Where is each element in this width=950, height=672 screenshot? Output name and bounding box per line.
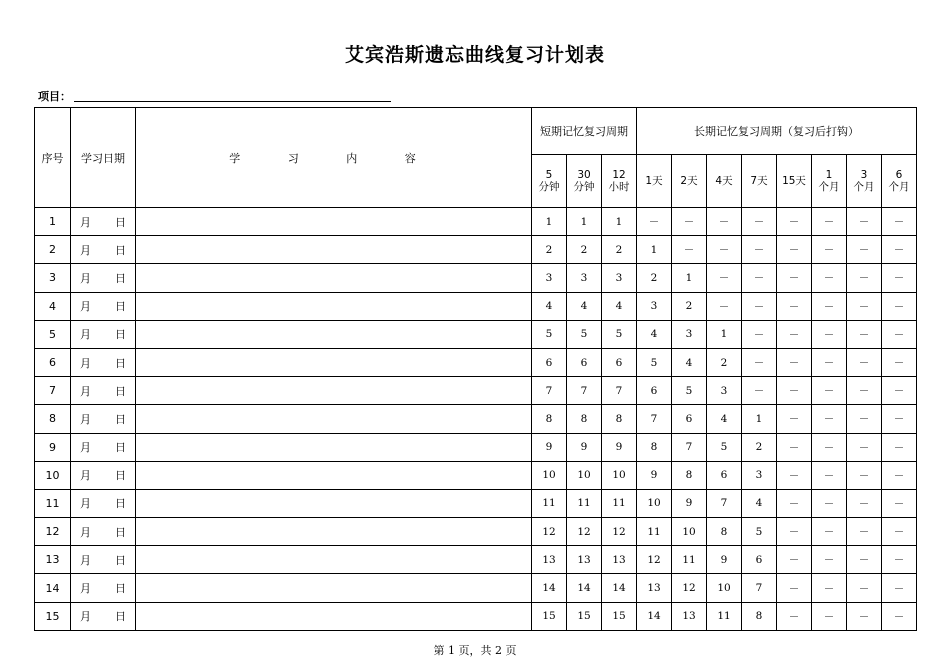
review-cell[interactable]: 10: [637, 489, 672, 517]
review-cell[interactable]: 15: [602, 602, 637, 630]
review-cell[interactable]: 8: [567, 405, 602, 433]
review-cell[interactable]: 4: [672, 348, 707, 376]
review-cell[interactable]: 12: [567, 518, 602, 546]
review-cell[interactable]: 7: [602, 377, 637, 405]
review-cell[interactable]: －: [812, 320, 847, 348]
row-index: 1: [35, 208, 71, 236]
review-cell[interactable]: －: [707, 292, 742, 320]
month-label: 月: [80, 525, 91, 539]
interval-unit: 分钟: [538, 181, 560, 193]
header-interval: [812, 155, 847, 208]
table-body: [35, 208, 917, 631]
review-cell[interactable]: －: [882, 264, 917, 292]
review-cell[interactable]: －: [672, 236, 707, 264]
review-cell[interactable]: 5: [707, 433, 742, 461]
review-cell[interactable]: 12: [532, 518, 567, 546]
review-cell[interactable]: －: [777, 208, 812, 236]
header-content: 学 习 内 容: [136, 108, 532, 208]
review-cell[interactable]: 8: [637, 433, 672, 461]
review-cell[interactable]: 9: [567, 433, 602, 461]
review-cell[interactable]: 4: [707, 405, 742, 433]
month-label: 月: [80, 356, 91, 370]
month-label: 月: [80, 469, 91, 483]
review-cell[interactable]: －: [882, 574, 917, 602]
table-row: [35, 377, 917, 405]
row-index: 14: [35, 574, 71, 602]
review-cell[interactable]: －: [847, 405, 882, 433]
date-cell[interactable]: [71, 405, 136, 433]
review-cell[interactable]: 1: [637, 236, 672, 264]
day-label: 日: [115, 300, 126, 314]
table-row: [35, 518, 917, 546]
review-cell[interactable]: －: [812, 602, 847, 630]
header-interval: [847, 155, 882, 208]
review-cell[interactable]: 5: [532, 320, 567, 348]
project-label: 项目：: [38, 90, 71, 103]
content-cell[interactable]: [136, 574, 532, 602]
review-cell[interactable]: －: [777, 264, 812, 292]
review-cell[interactable]: 11: [567, 489, 602, 517]
date-cell[interactable]: [71, 602, 136, 630]
content-cell[interactable]: [136, 348, 532, 376]
review-cell[interactable]: 12: [602, 518, 637, 546]
header-interval: [567, 155, 602, 208]
review-cell[interactable]: 11: [532, 489, 567, 517]
review-cell[interactable]: 3: [742, 461, 777, 489]
review-cell[interactable]: 13: [637, 574, 672, 602]
interval-number: 6: [895, 169, 903, 181]
review-cell[interactable]: －: [812, 377, 847, 405]
review-cell[interactable]: －: [777, 292, 812, 320]
review-cell[interactable]: 5: [567, 320, 602, 348]
content-cell[interactable]: [136, 461, 532, 489]
date-cell[interactable]: [71, 546, 136, 574]
review-cell[interactable]: －: [812, 236, 847, 264]
review-cell[interactable]: －: [742, 377, 777, 405]
date-cell[interactable]: [71, 377, 136, 405]
date-cell[interactable]: [71, 236, 136, 264]
review-cell[interactable]: －: [882, 405, 917, 433]
interval-unit: 分钟: [573, 181, 595, 193]
review-cell[interactable]: －: [812, 264, 847, 292]
review-cell[interactable]: －: [847, 292, 882, 320]
review-cell[interactable]: 15: [567, 602, 602, 630]
review-cell[interactable]: 2: [742, 433, 777, 461]
content-cell[interactable]: [136, 377, 532, 405]
date-cell[interactable]: [71, 320, 136, 348]
review-cell[interactable]: 7: [567, 377, 602, 405]
review-cell[interactable]: －: [882, 461, 917, 489]
content-cell[interactable]: [136, 489, 532, 517]
review-cell[interactable]: 12: [637, 546, 672, 574]
review-cell[interactable]: －: [637, 208, 672, 236]
review-cell[interactable]: 7: [672, 433, 707, 461]
row-index: 8: [35, 405, 71, 433]
review-cell[interactable]: －: [777, 320, 812, 348]
header-interval: [532, 155, 567, 208]
interval-number: 3: [860, 169, 868, 181]
review-cell[interactable]: －: [882, 433, 917, 461]
review-cell[interactable]: 11: [637, 518, 672, 546]
review-cell[interactable]: －: [707, 236, 742, 264]
header-interval: [882, 155, 917, 208]
interval-unit: 个月: [888, 181, 910, 193]
review-cell[interactable]: 2: [637, 264, 672, 292]
review-cell[interactable]: －: [882, 546, 917, 574]
review-cell[interactable]: 5: [672, 377, 707, 405]
review-cell[interactable]: 9: [532, 433, 567, 461]
row-index: 11: [35, 489, 71, 517]
review-cell[interactable]: 2: [672, 292, 707, 320]
content-cell[interactable]: [136, 320, 532, 348]
review-cell[interactable]: 4: [742, 489, 777, 517]
review-cell[interactable]: 3: [672, 320, 707, 348]
row-index: 5: [35, 320, 71, 348]
review-cell[interactable]: 11: [602, 489, 637, 517]
review-cell[interactable]: －: [707, 208, 742, 236]
review-cell[interactable]: 15: [532, 602, 567, 630]
month-label: 月: [80, 553, 91, 567]
header-date: 学习日期: [71, 108, 136, 208]
review-cell[interactable]: －: [812, 292, 847, 320]
date-cell[interactable]: [71, 461, 136, 489]
review-cell[interactable]: 6: [532, 348, 567, 376]
review-cell[interactable]: －: [742, 236, 777, 264]
date-cell[interactable]: [71, 518, 136, 546]
day-label: 日: [115, 610, 126, 624]
table-row: [35, 348, 917, 376]
review-cell[interactable]: －: [847, 208, 882, 236]
content-cell[interactable]: [136, 236, 532, 264]
review-cell[interactable]: 1: [532, 208, 567, 236]
row-index: 12: [35, 518, 71, 546]
review-cell[interactable]: 6: [672, 405, 707, 433]
review-cell[interactable]: 1: [742, 405, 777, 433]
review-cell[interactable]: 4: [637, 320, 672, 348]
table-row: [35, 320, 917, 348]
date-cell[interactable]: [71, 489, 136, 517]
interval-unit: 2天: [680, 175, 698, 187]
review-cell[interactable]: －: [847, 602, 882, 630]
month-label: 月: [80, 497, 91, 511]
review-cell[interactable]: －: [812, 433, 847, 461]
row-index: 9: [35, 433, 71, 461]
review-cell[interactable]: －: [847, 320, 882, 348]
date-cell[interactable]: [71, 348, 136, 376]
review-cell[interactable]: 7: [637, 405, 672, 433]
review-cell[interactable]: －: [847, 574, 882, 602]
row-index: 3: [35, 264, 71, 292]
review-cell[interactable]: 8: [742, 602, 777, 630]
review-cell[interactable]: －: [812, 461, 847, 489]
table-row: [35, 264, 917, 292]
review-cell[interactable]: －: [847, 236, 882, 264]
review-cell[interactable]: －: [847, 518, 882, 546]
review-cell[interactable]: －: [882, 518, 917, 546]
date-cell[interactable]: [71, 292, 136, 320]
review-cell[interactable]: 6: [742, 546, 777, 574]
review-cell[interactable]: 10: [707, 574, 742, 602]
interval-unit: 小时: [608, 181, 630, 193]
review-cell[interactable]: －: [882, 236, 917, 264]
review-cell[interactable]: －: [812, 208, 847, 236]
review-cell[interactable]: 6: [707, 461, 742, 489]
review-cell[interactable]: 6: [637, 377, 672, 405]
day-label: 日: [115, 356, 126, 370]
month-label: 月: [80, 243, 91, 257]
review-cell[interactable]: －: [847, 489, 882, 517]
review-cell[interactable]: －: [812, 348, 847, 376]
interval-unit: 1天: [645, 175, 663, 187]
header-interval: [742, 155, 777, 208]
review-cell[interactable]: －: [742, 320, 777, 348]
review-cell[interactable]: －: [742, 208, 777, 236]
review-cell[interactable]: 3: [707, 377, 742, 405]
header-interval: [707, 155, 742, 208]
month-label: 月: [80, 215, 91, 229]
review-cell[interactable]: －: [882, 377, 917, 405]
review-cell[interactable]: 5: [742, 518, 777, 546]
review-cell[interactable]: －: [812, 489, 847, 517]
review-cell[interactable]: 3: [602, 264, 637, 292]
interval-unit: 4天: [715, 175, 733, 187]
review-cell[interactable]: 14: [532, 574, 567, 602]
review-cell[interactable]: 3: [637, 292, 672, 320]
header-interval: [672, 155, 707, 208]
content-cell[interactable]: [136, 208, 532, 236]
review-cell[interactable]: 5: [602, 320, 637, 348]
review-cell[interactable]: －: [777, 461, 812, 489]
review-cell[interactable]: 1: [567, 208, 602, 236]
interval-unit: 15天: [782, 175, 806, 187]
day-label: 日: [115, 553, 126, 567]
review-cell[interactable]: 2: [707, 348, 742, 376]
review-cell[interactable]: 4: [532, 292, 567, 320]
date-cell[interactable]: [71, 574, 136, 602]
day-label: 日: [115, 469, 126, 483]
review-cell[interactable]: 14: [637, 602, 672, 630]
review-cell[interactable]: －: [847, 348, 882, 376]
row-index: 13: [35, 546, 71, 574]
header-interval: [777, 155, 812, 208]
month-label: 月: [80, 300, 91, 314]
day-label: 日: [115, 497, 126, 511]
review-cell[interactable]: 4: [567, 292, 602, 320]
review-cell[interactable]: 8: [602, 405, 637, 433]
review-cell[interactable]: 8: [707, 518, 742, 546]
review-cell[interactable]: －: [777, 602, 812, 630]
review-cell[interactable]: －: [847, 461, 882, 489]
review-cell[interactable]: 14: [567, 574, 602, 602]
review-cell[interactable]: 6: [567, 348, 602, 376]
date-cell[interactable]: [71, 264, 136, 292]
month-label: 月: [80, 582, 91, 596]
content-cell[interactable]: [136, 518, 532, 546]
header-interval: [637, 155, 672, 208]
month-label: 月: [80, 271, 91, 285]
table-row: [35, 292, 917, 320]
review-cell[interactable]: －: [847, 433, 882, 461]
review-cell[interactable]: －: [777, 433, 812, 461]
date-cell[interactable]: [71, 208, 136, 236]
table-row: [35, 546, 917, 574]
review-cell[interactable]: 2: [567, 236, 602, 264]
review-cell[interactable]: －: [777, 236, 812, 264]
table-row: [35, 433, 917, 461]
header-interval: [602, 155, 637, 208]
review-cell[interactable]: 13: [532, 546, 567, 574]
review-cell[interactable]: －: [777, 546, 812, 574]
month-label: 月: [80, 412, 91, 426]
review-cell[interactable]: 7: [532, 377, 567, 405]
review-cell[interactable]: －: [777, 574, 812, 602]
interval-unit: 个月: [818, 181, 840, 193]
review-cell[interactable]: －: [777, 377, 812, 405]
date-cell[interactable]: [71, 433, 136, 461]
review-cell[interactable]: －: [882, 292, 917, 320]
review-cell[interactable]: 7: [707, 489, 742, 517]
review-cell[interactable]: 7: [742, 574, 777, 602]
content-cell[interactable]: [136, 433, 532, 461]
review-cell[interactable]: 10: [602, 461, 637, 489]
row-index: 4: [35, 292, 71, 320]
interval-number: 12: [612, 169, 626, 181]
review-cell[interactable]: －: [742, 264, 777, 292]
review-cell[interactable]: 14: [602, 574, 637, 602]
review-cell[interactable]: 1: [602, 208, 637, 236]
review-cell[interactable]: －: [847, 264, 882, 292]
header-long-term: 长期记忆复习周期（复习后打钩）: [637, 108, 917, 155]
review-cell[interactable]: －: [847, 377, 882, 405]
review-cell[interactable]: 2: [602, 236, 637, 264]
table-row: [35, 574, 917, 602]
review-cell[interactable]: 13: [602, 546, 637, 574]
review-cell[interactable]: －: [672, 208, 707, 236]
day-label: 日: [115, 525, 126, 539]
review-cell[interactable]: 3: [567, 264, 602, 292]
row-index: 10: [35, 461, 71, 489]
month-label: 月: [80, 328, 91, 342]
review-cell[interactable]: 2: [532, 236, 567, 264]
day-label: 日: [115, 243, 126, 257]
header-short-term: 短期记忆复习周期: [532, 108, 637, 155]
review-cell[interactable]: 3: [532, 264, 567, 292]
review-cell[interactable]: －: [882, 489, 917, 517]
page-footer: 第 1 页，共 2 页: [433, 644, 517, 657]
review-cell[interactable]: －: [812, 518, 847, 546]
review-cell[interactable]: 9: [602, 433, 637, 461]
review-cell[interactable]: 6: [602, 348, 637, 376]
review-cell[interactable]: －: [812, 574, 847, 602]
review-cell[interactable]: 10: [672, 518, 707, 546]
table-row: [35, 489, 917, 517]
review-cell[interactable]: －: [882, 602, 917, 630]
review-cell[interactable]: －: [742, 348, 777, 376]
review-cell[interactable]: 8: [532, 405, 567, 433]
review-cell[interactable]: －: [847, 546, 882, 574]
content-cell[interactable]: [136, 546, 532, 574]
review-cell[interactable]: 9: [637, 461, 672, 489]
day-label: 日: [115, 271, 126, 285]
row-index: 6: [35, 348, 71, 376]
interval-unit: 7天: [750, 175, 768, 187]
review-cell[interactable]: 13: [672, 602, 707, 630]
table-row: [35, 602, 917, 630]
review-cell[interactable]: 11: [707, 602, 742, 630]
day-label: 日: [115, 215, 126, 229]
review-cell[interactable]: 10: [567, 461, 602, 489]
content-cell[interactable]: [136, 602, 532, 630]
review-cell[interactable]: 1: [707, 320, 742, 348]
review-cell[interactable]: 12: [672, 574, 707, 602]
review-cell[interactable]: －: [882, 208, 917, 236]
review-cell[interactable]: 11: [672, 546, 707, 574]
review-cell[interactable]: 5: [637, 348, 672, 376]
interval-unit: 个月: [853, 181, 875, 193]
day-label: 日: [115, 582, 126, 596]
review-cell[interactable]: －: [707, 264, 742, 292]
review-cell[interactable]: －: [882, 348, 917, 376]
header-index: 序号: [35, 108, 71, 208]
row-index: 7: [35, 377, 71, 405]
review-cell[interactable]: 1: [672, 264, 707, 292]
table-row: [35, 405, 917, 433]
row-index: 15: [35, 602, 71, 630]
day-label: 日: [115, 384, 126, 398]
review-cell[interactable]: 13: [567, 546, 602, 574]
project-underline: [74, 101, 391, 102]
content-cell[interactable]: [136, 264, 532, 292]
page-title: 艾宾浩斯遗忘曲线复习计划表: [344, 44, 605, 66]
review-cell[interactable]: －: [777, 489, 812, 517]
month-label: 月: [80, 384, 91, 398]
interval-number: 30: [577, 169, 591, 181]
review-cell[interactable]: －: [882, 320, 917, 348]
review-cell[interactable]: 9: [707, 546, 742, 574]
table-row: [35, 461, 917, 489]
review-cell[interactable]: 10: [532, 461, 567, 489]
review-cell[interactable]: －: [777, 405, 812, 433]
review-plan-table: [34, 107, 917, 631]
review-cell[interactable]: 4: [602, 292, 637, 320]
review-cell[interactable]: 8: [672, 461, 707, 489]
review-cell[interactable]: －: [812, 405, 847, 433]
day-label: 日: [115, 328, 126, 342]
day-label: 日: [115, 441, 126, 455]
content-cell[interactable]: [136, 292, 532, 320]
content-cell[interactable]: [136, 405, 532, 433]
day-label: 日: [115, 412, 126, 426]
review-cell[interactable]: 9: [672, 489, 707, 517]
review-cell[interactable]: －: [777, 348, 812, 376]
review-cell[interactable]: －: [812, 546, 847, 574]
interval-number: 1: [825, 169, 833, 181]
table-row: [35, 208, 917, 236]
table-row: [35, 236, 917, 264]
interval-number: 5: [545, 169, 553, 181]
row-index: 2: [35, 236, 71, 264]
month-label: 月: [80, 610, 91, 624]
review-cell[interactable]: －: [742, 292, 777, 320]
review-cell[interactable]: －: [777, 518, 812, 546]
month-label: 月: [80, 441, 91, 455]
